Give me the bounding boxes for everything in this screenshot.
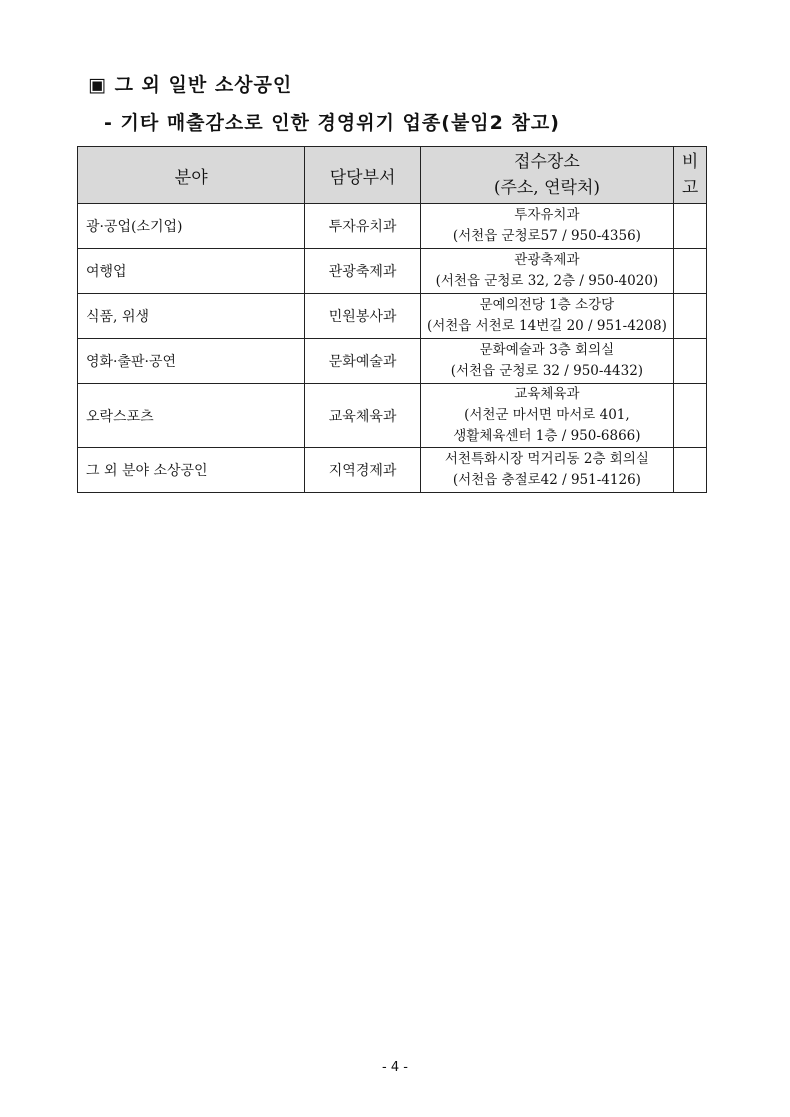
cell-field: 여행업 [78,249,305,294]
place-line: (서천군 마서면 마서로 401, [464,407,630,423]
table-row [78,384,707,448]
header-note-line1: 비 [681,152,699,172]
table-row [78,339,707,384]
cell-field: 식품, 위생 [78,294,305,339]
place-line: (서천읍 충절로42 / 951-4126) [452,472,641,488]
cell-note [674,384,707,448]
place-line: 문예의전당 1층 소강당 [479,297,615,313]
cell-dept: 문화예술과 [305,339,420,384]
cell-dept: 투자유치과 [305,204,420,249]
table-row [78,204,707,249]
place-line: (서천읍 서천로 14번길 20 / 951-4208) [426,318,667,334]
cell-field: 영화·출판·공연 [78,339,305,384]
table-row [78,249,707,294]
header-place-line1: 접수장소 [514,152,580,172]
contact-table [77,146,707,493]
cell-dept: 교육체육과 [305,384,420,448]
place-line: 투자유치과 [514,207,580,223]
place-line: (서천읍 군청로 32, 2층 / 950-4020) [435,273,659,289]
section-title: ▣ 그 외 일반 소상공인 [88,74,293,96]
cell-note [674,204,707,249]
header-dept: 담당부서 [305,147,420,204]
header-note [674,147,707,204]
cell-dept: 민원봉사과 [305,294,420,339]
place-line: 문화예술과 3층 회의실 [479,342,615,358]
cell-place [420,204,673,249]
cell-dept: 관광축제과 [305,249,420,294]
cell-place [420,448,673,493]
cell-note [674,448,707,493]
place-line: 교육체육과 [514,386,580,402]
place-line: (서천읍 군청로57 / 950-4356) [452,228,641,244]
table-row [78,294,707,339]
header-field: 분야 [78,147,305,204]
cell-place [420,249,673,294]
cell-note [674,339,707,384]
cell-field: 오락스포츠 [78,384,305,448]
cell-place [420,294,673,339]
table-header-row [78,147,707,204]
header-place [420,147,673,204]
cell-dept: 지역경제과 [305,448,420,493]
cell-note [674,294,707,339]
cell-place [420,339,673,384]
place-line: 서천특화시장 먹거리동 2층 회의실 [444,451,649,467]
section-subtitle: - 기타 매출감소로 인한 경영위기 업종(붙임2 참고) [104,112,560,134]
cell-place [420,384,673,448]
cell-field: 광·공업(소기업) [78,204,305,249]
place-line: 생활체육센터 1층 / 950-6866) [453,428,641,444]
place-line: 관광축제과 [514,252,580,268]
header-note-line2: 고 [681,178,699,198]
table-row [78,448,707,493]
page-number: - 4 - [382,1060,408,1075]
cell-note [674,249,707,294]
cell-field: 그 외 분야 소상공인 [78,448,305,493]
header-place-line2: (주소, 연락처) [493,178,600,198]
place-line: (서천읍 군청로 32 / 950-4432) [450,363,644,379]
